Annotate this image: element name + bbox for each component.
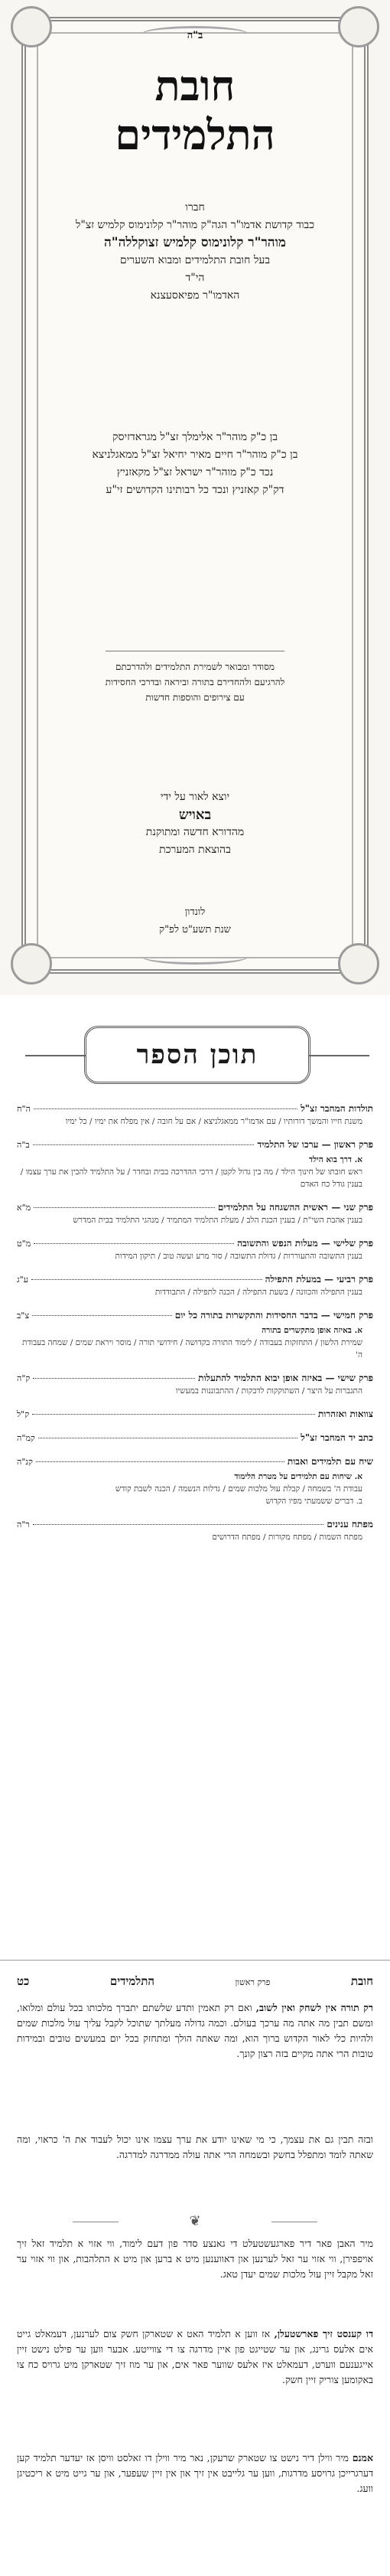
- imprint-place: לונדון: [184, 906, 206, 918]
- paragraph-text: מיר האבן פאר דיר פארגעשטעלט די גאנצע סדר פון דעם לימוד, ווי אזוי א תלמיד זאל זיך אויפפירן, ווי אזוי ער זאל לערנען און דאווענען מיט א ברען און מיט א התלהבות, און ווי אזוי ער זאל מקבל זיין עול מלכות שמים יעדן טאג.: [17, 2238, 373, 2280]
- toc-entry-page: קמ"ה: [17, 1433, 35, 1443]
- page-number: כט: [17, 1974, 30, 1988]
- toc-entry: [17, 1518, 373, 1543]
- toc-leader-dots: [32, 1414, 315, 1415]
- title-page: [0, 0, 390, 995]
- toc-entry-title: פרק ראשון — ערכו של התלמיד: [257, 1139, 373, 1150]
- toc-entry-line: [17, 1455, 373, 1468]
- toc-entry-title: פרק חמישי — בדבר החסידות והתקשרות בתורה כל יום: [174, 1310, 373, 1321]
- toc-sub-entries: עבודת ה' בשמחה / קבלת עול מלכות שמים / גדלות הנשמה / הכנה לשבת קודש: [115, 1484, 362, 1494]
- toc-entry-title: כתב יד המחבר זצ"ל: [301, 1432, 373, 1443]
- book-title: [0, 61, 390, 159]
- publisher-name: באויש: [178, 807, 212, 823]
- paragraph-lead: רק תורה אין לשחק ואין לשוב,: [255, 2002, 373, 2013]
- toc-entry-line: [17, 1372, 373, 1385]
- toc-entry-line: [17, 1237, 373, 1250]
- toc-sub-entries: שמירת הלשון / התחזקות בעבודה / לימוד התורה בקדושה / חידושי תורה / מוסר ויראת שמים / שמחה בעבודת ה': [21, 1338, 362, 1360]
- toc-entry-title: פרק שני — ראשית ההשגחה על התלמידים: [217, 1202, 373, 1213]
- toc-sub-entries: משנת חייו והמשך דורותיו / עם אדמו"ר ממאגלניצא / אם על חובה / אין מפלח את ימיו / כל ימיו: [65, 1117, 362, 1126]
- imprint-block: [46, 903, 344, 939]
- toc-entry-line: [17, 1102, 373, 1115]
- running-head-center: פרק ראשון: [235, 1977, 271, 1987]
- toc-header: [84, 1026, 310, 1084]
- toc-entry-page: צ"ב: [17, 1311, 30, 1321]
- running-head-right: חובת: [350, 1974, 373, 1988]
- lineage-block: [46, 429, 344, 499]
- running-head: [17, 1974, 373, 1989]
- toc-entry: [17, 1408, 373, 1421]
- toc-entry-title: פרק רביעי — במעלת התפילה: [265, 1274, 373, 1285]
- paragraph-text: אז ווען א תלמיד האט א שטארקן חשק צום לערנען, דעמאלט גייט אים אלעס גרינג, און ער שטייגט פון איין מדרגה צו די צווייטע. אבער ווען ער פילט נישט זיין אייגענעם ווערט, דעמאלט איז אלעס שווער פאר אים, און ער מוז זיך שטארקן מיט גרויס כח צו באקומען צוריק זיין חשק.: [17, 2328, 373, 2385]
- toc-entry: [17, 1273, 373, 1298]
- text-page: [0, 1960, 390, 2576]
- toc-entry-line: [17, 1201, 373, 1214]
- toc-sub-entries: ראש חובתו של חינוך הילד / מה בין גדול לקטן / דרכי ההדרכה בבית ובחדר / על התלמיד להבין את ערך עצמו / בענין גודל כח האדם: [20, 1167, 362, 1189]
- frame-corner-ornament: [338, 943, 379, 984]
- toc-entry-page: ב"ה: [17, 1140, 30, 1150]
- book-purpose-block: [46, 643, 344, 705]
- toc-entry-line: [17, 1518, 373, 1531]
- paragraph-lead: אמנם: [352, 2452, 373, 2463]
- toc-entry-title: מפתח ענינים: [327, 1519, 373, 1530]
- body-paragraph: [17, 2132, 373, 2163]
- running-head-left: התלמידים: [109, 1974, 154, 1988]
- publisher-intro: יוצא לאור על ידי: [160, 791, 230, 803]
- toc-sub-label: א. שיחות עם תלמידים על מטרת הלימוד: [234, 1472, 362, 1481]
- purpose-line: להרגיעם ולהחדירם בתורה וביראה ובדרכי החסידות: [105, 677, 285, 687]
- paragraph-text: מיר ווילן דיר נישט צו שטארק שרעקן, נאר מיר ווילן דו זאלסט וויסן אז יעדער תלמיד קען דערגרייכן גרויסע מדרגות, ווען ער גלייבט אין זיך און אין זיין שעפער, און ער גייט מיט א ריכטיגן וועג.: [17, 2452, 373, 2494]
- toc-sub-entries: בענין התפילה והכוונה / בשעת התפילה / הכנה לתפילה / התבודדות: [154, 1288, 362, 1297]
- toc-leader-dots: [31, 1279, 262, 1280]
- toc-entry: [17, 1455, 373, 1507]
- toc-header-title: תוכן הספר: [136, 1040, 258, 1070]
- toc-leader-dots: [34, 1207, 215, 1208]
- lineage-line: בן כ"ק מוהר"ר אלימלך זצ"ל מגראדזיסק: [112, 431, 278, 443]
- toc-entry: [17, 1237, 373, 1262]
- imprint-year: שנת תשע"ט לפ"ק: [159, 924, 231, 935]
- publisher-line: מהדורא חדשה ומתוקנת: [145, 826, 245, 838]
- frame-corner-ornament: [11, 943, 52, 984]
- toc-sub-entries: מפתח השמות / מפתח מקורות / מפתח הדרושים: [212, 1533, 362, 1542]
- toc-leader-dots: [33, 1144, 255, 1145]
- description-line: חברו: [185, 201, 205, 214]
- toc-leader-dots: [34, 1108, 297, 1109]
- bh-mark: ב"ה: [187, 30, 203, 41]
- toc-leader-dots: [32, 1315, 172, 1316]
- toc-entry-page: קנ"ה: [17, 1457, 33, 1467]
- toc-entry: [17, 1372, 373, 1397]
- description-line: כבוד קדושת אדמו"ר הגה"ק מוהר"ר קלונימוס קלמיש זצ"ל: [75, 219, 315, 231]
- toc-entry: [17, 1102, 373, 1128]
- toc-entry-title: פרק שישי — באיזה אופן יבוא התלמיד להתעלות: [198, 1373, 373, 1383]
- toc-entry-title: שיח עם תלמידים ואבות: [287, 1456, 373, 1467]
- toc-entry-title: צוואות ואזהרות: [317, 1409, 373, 1419]
- toc-entry-page: מ"א: [17, 1203, 31, 1213]
- toc-entry-page: מ"ט: [17, 1239, 31, 1249]
- toc-entry-line: [17, 1273, 373, 1286]
- author-name: מוהר"ר קלונימוס קלמיש זצוקללה"ה: [103, 235, 287, 250]
- toc-page: [0, 1003, 390, 1952]
- lineage-line: דק"ק קאזניץ ונכד כל רבותינו הקדושים זי"ע: [106, 484, 284, 496]
- lineage-line: נכד כ"ק מוהר"ר ישראל זצ"ל מקאזניץ: [116, 466, 274, 478]
- description-line: בעל חובת התלמידים ומבוא השערים: [119, 254, 271, 266]
- toc-entry-page: ע"ג: [17, 1275, 28, 1285]
- lineage-line: בן כ"ק מוהר"ר חיים מאיר יחיאל זצ"ל ממאגלניצא: [92, 449, 298, 461]
- toc-sub-label: א. דרך בוא הילד: [309, 1155, 362, 1164]
- body-paragraph: [17, 2450, 373, 2496]
- frame-flourish: [141, 948, 249, 965]
- body-paragraph: [17, 2000, 373, 2062]
- purpose-line: מסודר ומבואר לשמירת התלמידים ולהדרכתם: [115, 661, 275, 672]
- toc-entry-page: ה"ח: [17, 1104, 31, 1114]
- frame-corner-ornament: [338, 6, 379, 47]
- toc-sub-entries: בענין התשובה והתעוררות / גדולת התשובה / סור מרע ועשה טוב / תיקון המידות: [115, 1252, 362, 1261]
- publisher-line: בהוצאת המערכת: [159, 844, 231, 856]
- toc-entry: [17, 1432, 373, 1445]
- toc-sub-entries: התגברות על היצר / השתוקקות לדבקות / ההתבוננות במעשיו: [175, 1386, 362, 1396]
- toc-leader-dots: [33, 1378, 195, 1379]
- paragraph-lead: דו קענסט זיך פארשטעלן,: [274, 2328, 373, 2339]
- toc-entry-page: ר"ה: [17, 1520, 30, 1530]
- description-line: האדמו"ר מפיאסעצנא: [150, 289, 240, 302]
- toc-leader-dots: [33, 1524, 324, 1525]
- body-paragraph: [17, 2236, 373, 2282]
- toc-sub-entries: ב. דברים ששמעתי מפיו הקדוש: [265, 1497, 362, 1506]
- toc-sub-label: א. באיזה אופן מתקשרים בתורה: [262, 1326, 362, 1335]
- book-title-line1: חובת: [154, 61, 236, 110]
- frame-corner-ornament: [11, 6, 52, 47]
- toc-entry-line: [17, 1309, 373, 1322]
- paragraph-text: ואם רק תאמין ותדע שלשתם יתברך מלכותו בכל עולם ומלואו, ומשם תבין מה אתה מה ערכך בעולם. וכמה גדולה מעלתך שתוכל לקבל עליך עול מלכות שמים ולהיות כלי לאור הקדוש ברוך הוא, ומה שאתה הולך ומתחזק בכל יום במעשים טובים ובמידות טובות הרי אתה מקיים בזה רצון קונך.: [17, 2002, 373, 2059]
- toc-entry: [17, 1309, 373, 1361]
- toc-entry-page: ק"ה: [17, 1373, 31, 1383]
- toc-entry: [17, 1201, 373, 1226]
- purpose-line: עם צירופים והוספות חדשות: [145, 692, 245, 703]
- toc-entry-title: פרק שלישי — מעלות הנפש והתשובה: [237, 1238, 373, 1249]
- toc-list: [17, 1102, 373, 1554]
- toc-entry-page: ק"ל: [17, 1409, 30, 1419]
- ornament-divider: ❦: [119, 2213, 271, 2229]
- toc-leader-dots: [34, 1243, 234, 1244]
- toc-sub-entries: בענין אהבת השי"ת / בענין הכנת הלב / מעלת התלמיד המתמיד / מנהגי התלמיד בבית המדרש: [73, 1216, 362, 1225]
- body-paragraph: [17, 2326, 373, 2388]
- toc-entry-line: [17, 1138, 373, 1151]
- toc-entry-line: [17, 1432, 373, 1445]
- book-title-line2: התלמידים: [115, 110, 275, 159]
- description-line: הי"ד: [185, 272, 205, 284]
- toc-leader-dots: [36, 1461, 284, 1462]
- author-description: [46, 199, 344, 305]
- paragraph-text: ובזה תבין גם את עצמך, כי מי שאינו יודע את ערך עצמו אינו יכול לעבוד את ה' כראוי, ומה שאתה לומד ומתפלל בחשק ובשמחה הרי אתה עולה ממדרגה למדרגה.: [17, 2134, 373, 2160]
- toc-entry-title: תולדות המחבר זצ"ל: [301, 1103, 373, 1114]
- toc-entry: [17, 1138, 373, 1190]
- publisher-block: [46, 788, 344, 859]
- toc-entry-line: [17, 1408, 373, 1421]
